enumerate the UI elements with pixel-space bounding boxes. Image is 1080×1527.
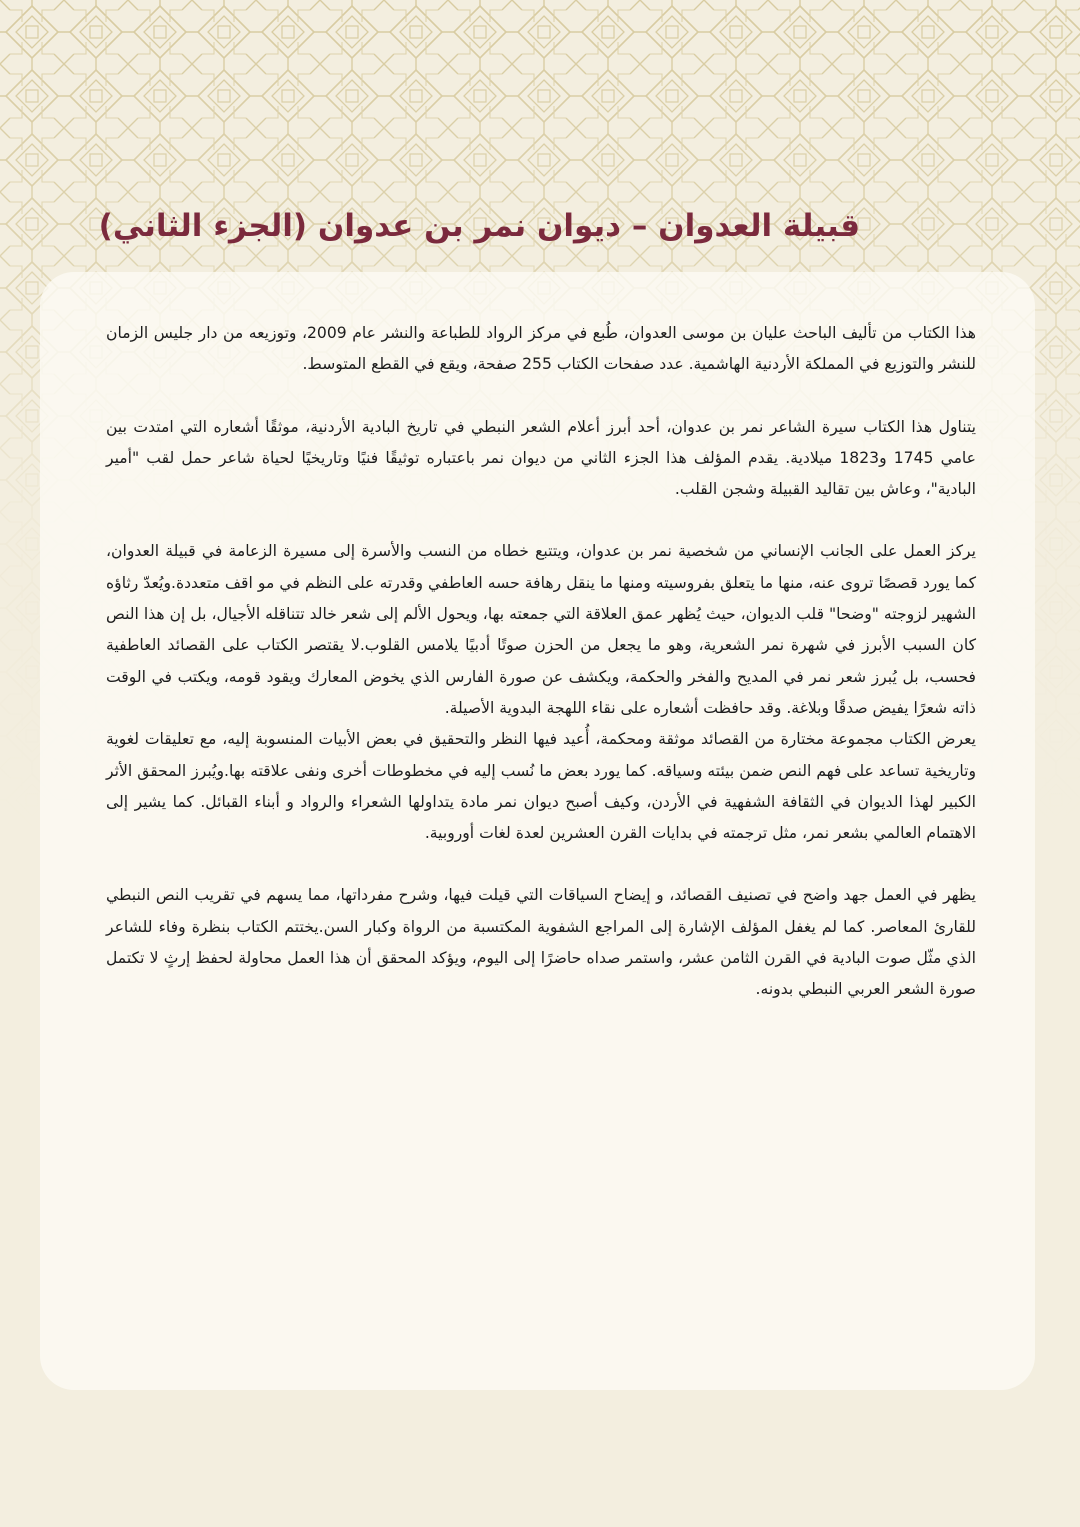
paragraph-poem-selection: يعرض الكتاب مجموعة مختارة من القصائد موثقة ومحكمة، أُعيد فيها النظر والتحقيق في بعض الأبيات المنسوبة إليه، مع تعليقات لغوية وتاريخية تساعد على فهم النص ضمن بيئته وسياقه. كما يورد بعض ما نُسب إليه في مخطوطات أخرى ونفى علاقته بها.ويُبرز المحقق الأثر الكبير لهذا الديوان في الثقافة الشفهية في الأردن، وكيف أصبح ديوان نمر مادة يتداولها الشعراء والرواد و أبناء القبائل. كما يشير إلى الاهتمام العالمي بشعر نمر، مثل ترجمته في بدايات القرن العشرين لعدة لغات أوروبية. [106,730,976,843]
article-body [106,318,976,1006]
paragraph-conclusion: يظهر في العمل جهد واضح في تصنيف القصائد، و إيضاح السياقات التي قيلت فيها، وشرح مفرداتها، مما يسهم في تقريب النص النبطي للقارئ المعاصر. كما لم يغفل المؤلف الإشارة إلى المراجع الشفوية المكتسبة من الرواة وكبار السن.يختتم الكتاب بنظرة وفاء للشاعر الذي مثّل صوت البادية في القرن الثامن عشر، واستمر صداه حاضرًا إلى اليوم، ويؤكد المحقق أن هذا العمل محاولة لحفظ إرثٍ لا تكتمل صورة الشعر العربي النبطي بدونه. [106,886,976,999]
paragraph-spacer [106,505,976,536]
page-title: قبيلة العدوان – ديوان نمر بن عدوان (الجزء الثاني) [98,208,860,244]
paragraph-book-overview: يتناول هذا الكتاب سيرة الشاعر نمر بن عدوان، أحد أبرز أعلام الشعر النبطي في تاريخ البادية الأردنية، موثقًا أشعاره التي امتدت بين عامي 1745 و1823 ميلادية. يقدم المؤلف هذا الجزء الثاني من ديوان نمر باعتباره توثيقًا فنيًا وتاريخيًا لحياة شاعر حمل لقب "أمير البادية"، وعاش بين تقاليد القبيلة وشجن القلب. [106,417,976,499]
paragraph-publication-info: هذا الكتاب من تأليف الباحث عليان بن موسى العدوان، طُبع في مركز الرواد للطباعة والنشر عام 2009، وتوزيعه من دار جليس الزمان للنشر والتوزيع في المملكة الأردنية الهاشمية. عدد صفحات الكتاب 255 صفحة، ويقع في القطع المتوسط. [106,324,977,374]
paragraph-human-side: يركز العمل على الجانب الإنساني من شخصية نمر بن عدوان، ويتتبع خطاه من النسب والأسرة إلى مسيرة الزعامة في قبيلة العدوان، كما يورد قصصًا تروى عنه، منها ما يتعلق بفروسيته ومنها ما ينقل رهافة حسه العاطفي وقدرته على النظم في مو اقف متعددة.ويُعدّ رثاؤه الشهير لزوجته "وضحا" قلب الديوان، حيث يُظهر عمق العلاقة التي جمعته بها، ويحول الألم إلى شعر خالد تتناقله الأجيال، بل إن هذا النص كان السبب الأبرز في شهرة نمر الشعرية، وهو ما يجعل من الحزن صوتًا أدبيًا يلامس القلوب.لا يقتصر الكتاب على القصائد العاطفية فحسب، بل يُبرز شعر نمر في المديح والفخر والحكمة، ويكشف عن صورة الفارس الذي يخوض المعارك ويقود قومه، ويكتب في الوقت ذاته شعرًا يفيض صدقًا وبلاغة. وقد حافظت أشعاره على نقاء اللهجة البدوية الأصيلة. [106,542,976,717]
paragraph-spacer [106,849,976,880]
paragraph-spacer [106,381,976,412]
